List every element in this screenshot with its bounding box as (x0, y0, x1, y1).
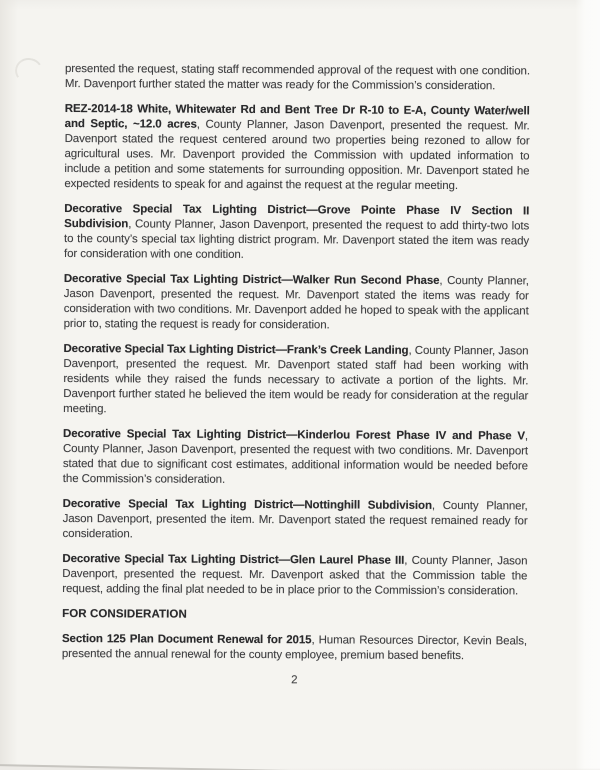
paragraph-body-text: , County Planner, Jason Davenport, presented the request. Mr. Davenport stated the request centered around two properties being rezoned to allow for agricultural uses. Mr. Davenport provided the Commission with updated information to include a petition and some statements for surrounding opposition. Mr. Davenport stated he expected residents to speak for and against the request at the regular meeting. (64, 118, 530, 193)
scan-edge-top-shading (0, 0, 600, 10)
scan-edge-right-highlight (575, 0, 600, 770)
paragraph-lead-bold: Decorative Special Tax Lighting District—Nottinghill Subdivision (62, 497, 432, 512)
paragraph-lead-bold: Decorative Special Tax Lighting District—Kinderlou Forest Phase IV and Phase V (63, 427, 525, 443)
minutes-paragraph-franks-creek (63, 342, 528, 419)
paragraph-lead-bold: Decorative Special Tax Lighting District—Frank’s Creek Landing (63, 342, 409, 357)
paragraph-lead-bold: REZ-2014-18 White, Whitewater Rd and Bent Tree Dr R-10 to E-A, County Water/well and Septic, ~12.0 acres (64, 102, 530, 131)
paragraph-lead-bold: Section 125 Plan Document Renewal for 2015 (61, 632, 312, 647)
minutes-paragraph-walker-run (64, 272, 529, 334)
minutes-paragraph-section-125-plan (62, 632, 527, 664)
paragraph-body-text: presented the request, stating staff recommended approval of the request with one condition. Mr. Davenport further stated the matter was ready for the Commission’s consideration. (64, 62, 530, 93)
paragraph-body-text: , County Planner, Jason Davenport, presented the item. Mr. Davenport stated the request remained ready for consideration. (62, 499, 528, 541)
minutes-paragraph-continuation (65, 62, 530, 94)
minutes-paragraph-grove-pointe (64, 202, 529, 264)
minutes-paragraph-rez-2014-18 (64, 102, 529, 194)
paragraph-body-text: , County Planner, Jason Davenport, presented the request. Mr. Davenport stated the items was ready for consideration with two conditions. Mr. Davenport added he hoped to speak with the applicant prior to, stating the request is ready for consideration. (63, 274, 529, 332)
paragraph-lead-bold: Decorative Special Tax Lighting District—Grove Pointe Phase IV Section II Subdivision (64, 202, 530, 231)
minutes-paragraph-nottinghill (62, 497, 527, 544)
minutes-paragraph-glen-laurel (62, 552, 527, 599)
paragraph-lead-bold: Decorative Special Tax Lighting District—Glen Laurel Phase III (62, 552, 405, 567)
scan-bottom-diagonal-band (0, 764, 302, 770)
scan-smudge-arc-artifact (13, 55, 46, 86)
paragraph-body-text: , County Planner, Jason Davenport, presented the request to add thirty-two lots to the county’s special tax lighting district program. Mr. Davenport stated the item was ready for consideration with one condition. (63, 218, 530, 261)
minutes-paragraph-kinderlou-forest (63, 427, 528, 489)
paragraph-body-text: , County Planner, Jason Davenport, presented the request. Mr. Davenport stated staff had been working with residents while they raised the funds necessary to activate a portion of the lights. Mr. Davenport further stated he believed the item would be ready for consideration at the regular meeting. (63, 344, 529, 416)
page-number: 2 (291, 674, 298, 687)
minutes-text-body (62, 62, 530, 689)
section-heading-for-consideration: FOR CONSIDERATION (62, 607, 187, 621)
scan-edge-left-shading (0, 0, 18, 770)
paragraph-body-text: , County Planner, Jason Davenport, presented the request. Mr. Davenport asked that the Commission table the request, adding the final plat needed to be in place prior to the Commission’s consideration. (62, 554, 528, 598)
paragraph-lead-bold: Decorative Special Tax Lighting District—Walker Run Second Phase (63, 272, 440, 287)
paragraph-body-text: , County Planner, Jason Davenport, presented the request with two conditions. Mr. Davenport stated that due to significant cost estimates, additional information would be needed before the Commission’s consideration. (62, 430, 529, 486)
paragraph-body-text: , Human Resources Director, Kevin Beals, presented the annual renewal for the county employee, premium based benefits. (61, 634, 528, 663)
